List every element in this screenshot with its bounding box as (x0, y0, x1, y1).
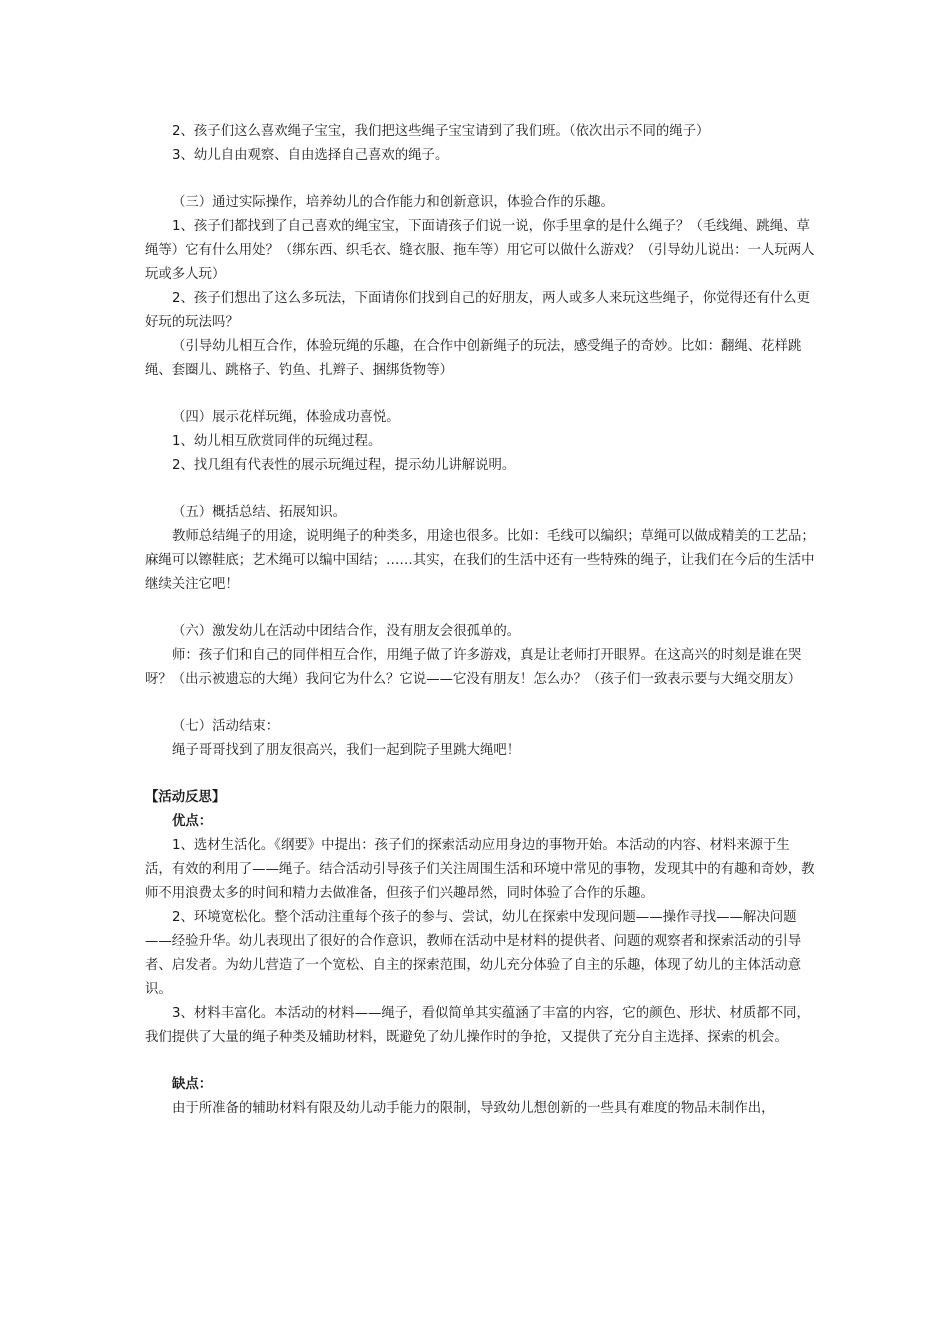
section-heading: （三）通过实际操作，培养幼儿的合作能力和创新意识，体验合作的乐趣。 (172, 195, 614, 210)
paragraph: 2、找几组有代表性的展示玩绳过程，提示幼儿讲解说明。 (172, 458, 516, 473)
cons-label: 缺点： (172, 1077, 213, 1092)
pros-label: 优点： (172, 814, 213, 829)
paragraph: 1、孩子们都找到了自己喜欢的绳宝宝，下面请孩子们说一说，你手里拿的是什么绳子？（毛线绳、跳绳、草绳等）它有什么用处？（绑东西、织毛衣、缝衣服、拖车等）用它可以做什么游戏？（引导幼儿说出：一人玩两人玩或多人玩） (145, 219, 815, 282)
paragraph: 1、幼儿相互欣赏同伴的玩绳过程。 (172, 434, 382, 449)
reflection-title: 【活动反思】 (145, 790, 226, 805)
section-heading: （五）概括总结、拓展知识。 (172, 505, 347, 520)
section-heading: （六）激发幼儿在活动中团结合作，没有朋友会很孤单的。 (172, 624, 521, 639)
section-heading: （七）活动结束： (172, 719, 280, 734)
paragraph: 3、幼儿自由观察、自由选择自己喜欢的绳子。 (172, 148, 449, 163)
paragraph: 2、孩子们想出了这么多玩法，下面请你们找到自己的好朋友，两人或多人来玩这些绳子，你觉得还有什么更好玩的玩法吗？ (145, 291, 810, 330)
paragraph: 2、孩子们这么喜欢绳子宝宝，我们把这些绳子宝宝请到了我们班。（依次出示不同的绳子） (172, 124, 710, 139)
paragraph: 教师总结绳子的用途，说明绳子的种类多，用途也很多。比如：毛线可以编织；草绳可以做成精美的工艺品；麻绳可以镲鞋底；艺术绳可以编中国结；……其实，在我们的生活中还有一些特殊的绳子，让我们在今后的生活中继续关注它吧！ (145, 529, 815, 592)
document-body (145, 120, 815, 1121)
paragraph: 绳子哥哥找到了朋友很高兴，我们一起到院子里跳大绳吧！ (172, 743, 521, 758)
section-heading: （四）展示花样玩绳，体验成功喜悦。 (172, 410, 400, 425)
paragraph: （引导幼儿相互合作，体验玩绳的乐趣，在合作中创新绳子的玩法，感受绳子的奇妙。比如：翻绳、花样跳绳、套圈儿、跳格子、钓鱼、扎辫子、捆绑货物等） (145, 339, 802, 378)
paragraph: 1、选材生活化。《纲要》中提出：孩子们的探索活动应用身边的事物开始。本活动的内容、材料来源于生活，有效的利用了——绳子。结合活动引导孩子们关注周围生活和环境中常见的事物，发现其中的有趣和奇妙，教师不用浪费太多的时间和精力去做准备，但孩子们兴趣昂然，同时体验了合作的乐趣。 (145, 838, 815, 901)
paragraph: 师：孩子们和自己的同伴相互合作，用绳子做了许多游戏，真是让老师打开眼界。在这高兴的时刻是谁在哭呀？（出示被遗忘的大绳）我问它为什么？它说——它没有朋友！怎么办？（孩子们一致表示要与大绳交朋友） (145, 648, 802, 687)
paragraph: 3、材料丰富化。本活动的材料——绳子，看似简单其实蕴涵了丰富的内容，它的颜色、形状、材质都不同，我们提供了大量的绳子种类及辅助材料，既避免了幼儿操作时的争抢，又提供了充分自主选择、探索的机会。 (145, 1006, 810, 1045)
paragraph: 由于所准备的辅助材料有限及幼儿动手能力的限制，导致幼儿想创新的一些具有难度的物品未制作出， (172, 1101, 775, 1116)
paragraph: 2、环境宽松化。整个活动注重每个孩子的参与、尝试，幼儿在探索中发现问题——操作寻找——解决问题——经验升华。幼儿表现出了很好的合作意识，教师在活动中是材料的提供者、问题的观察者和探索活动的引导者、启发者。为幼儿营造了一个宽松、自主的探索范围，幼儿充分体验了自主的乐趣，体现了幼儿的主体活动意识。 (145, 910, 802, 997)
